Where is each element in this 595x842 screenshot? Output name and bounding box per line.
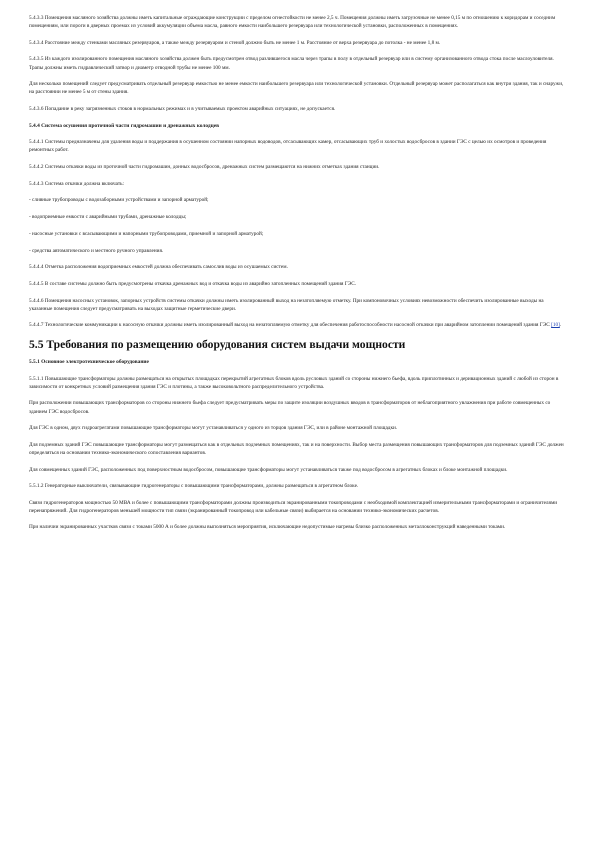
paragraph-5-5-1-1-b: При расположении повышающих трансформаторов со стороны нижнего бьефа следует предусматривать меры по защите изоляции воздушных вводов в трансформаторов от неблагоприятного увлажнения при работе совмещенных со зданием ГЭС водосбросов. [29,400,551,415]
paragraph-5-4-4-5: 5.4.4.5 В составе системы должно быть предусмотрены откачка дренажных вод и откачка воды из аварийно затопленных помещений здания ГЭС. [29,280,357,287]
section-5-4-4-paragraphs [29,138,566,188]
component-list [29,196,566,255]
list-item: - водоприемные емкости с аварийными трубами, дренажные колодцы; [29,213,187,220]
paragraph-5-5-1-1-e: Для совмещенных зданий ГЭС, расположенных под поверхностным водосбросом, повышающие трансформаторы могут устанавливаться также под водосбросом в агрегатных блоках и блоке монтажной площадки. [29,466,508,473]
paragraph-5-5-1-2-c: При наличии экранированных участков связи с токами 5000 А и более должны выполняться мероприятия, исключающие недопустимые нагревы близко расположенных металлоконструкций наведенными токами. [29,524,506,531]
list-item: - средства автоматического и местного ручного управления. [29,247,164,254]
paragraph-5-4-4-7 [29,321,566,329]
paragraph-5-4-3-6: 5.4.3.6 Попадание в реку загрязненных стоков в нормальных режимах и в учитываемых проектом аварийных ситуациях, не допускается. [29,105,336,112]
paragraph-5-4-3-5: 5.4.3.5 Из каждого изолированного помещения масляного хозяйства должен быть предусмотрен отвод разлившегося масла через трапы в полу в отдельный резервуар или в систему организованного отвода стока после маслоуловителя. Трапы должны иметь гидравлический затвор и диаметр отводной трубы не менее 100 мм. [29,56,554,71]
list-item: - насосные установки с всасывающими и напорными трубопроводами, приемной и запорной арматурой; [29,230,264,237]
paragraph-5-4-3-5-cont: Для несколько помещений следует предусматривать отдельный резервуар емкостью не менее емкости наибольшего резервуара или технологической установки. Отдельный резервуар может располагаться как внутри здания, так и снаружи, на расстоянии не менее 5 м от стены здания. [29,81,564,96]
reference-link-10[interactable]: [10] [551,322,560,329]
paragraph-5-5-1-1-c: Для ГЭС в одном, двух гидроагрегатами повышающие трансформаторы могут устанавливаться у одного из торцов здания ГЭС, или в районе монтажной площадки. [29,425,398,432]
paragraph-5-4-4-2: 5.4.4.2 Системы откачки воды из проточной части гидромашин, донных водосбросов, дренажных систем размещаются на нижних отметках здания станции. [29,163,380,170]
section-heading-5-5: 5.5 Требования по размещению оборудования систем выдачи мощности [29,337,406,351]
list-item: - сливные трубопроводы с водозаборными устройствами и запорной арматурой; [29,197,209,204]
paragraph-5-5-1-1-d: Для подземных зданий ГЭС повышающие трансформаторы могут размещаться как в отдельных подземных помещениях, так и на поверхности. Выбор места размещения повышающих трансформаторов для подземных зданий ГЭС должен определяться на основании технико-экономического сопоставления вариантов. [29,441,564,456]
paragraph-5-4-4-7-tail: . [559,322,562,329]
paragraph-5-4-3-4: 5.4.3.4 Расстояние между стенками масляных резервуаров, а также между резервуаром и стеной должно быть не менее 1 м. Расстояние от верха резервуара до потолка - не менее 1,8 м. [29,39,441,46]
subsection-heading-5-5-1: 5.5.1 Основное электротехническое оборудование [29,358,149,365]
paragraph-5-5-1-2-b: Связи гидрогенераторов мощностью 50 МВА и более с повышающими трансформаторами должны производиться экранированными токопроводами с необходимой комплектацией измерительными трансформаторами и ограничителями перенапряжений. Для гидрогенераторов меньшей мощности тип связи (экранированный токопровод или кабельные связи) выбирается на основании технико-экономических расчетов. [29,499,558,514]
paragraph-5-5-1-1: 5.5.1.1 Повышающие трансформаторы должны размещаться на открытых площадках перекрытий агрегатных блоков вдоль русловых зданий со стороны нижнего бьефа, вдоль приплотинных и деривационных зданий с любой из сторон в зависимости от конкретных условий размещения здания ГЭС и плотины, а также высоковольтного распределительного устройства. [29,375,559,390]
paragraph-5-4-3-3: 5.4.3.3 Помещения масляного хозяйства должны иметь капитальные ограждающие конструкции с пределом огнестойкости не менее 2,5 ч. Помещения должны иметь загрузочные не менее 0,15 м по отношению к коридорам и соседним помещениям, или пороги в дверных проемах из условий аккумуляции объема масла, равного емкости наибольшего резервуара или технологической установки, расположенных в помещениях. [29,15,556,30]
paragraph-5-4-4-6: 5.4.4.6 Помещения насосных установок, запорных устройств системы откачки должны иметь изолированный выход на незатопляемую отметку. При компоновочных условиях невозможности обеспечить изолированные выходы на указанные помещения следует предусматривать на выходах защитные герметические двери. [29,297,544,312]
subsection-heading-5-4-4: 5.4.4 Система осушения проточной части гидромашин и дренажных колодцев [29,122,220,129]
top-paragraphs [29,14,566,113]
after-list-paragraphs [29,263,566,329]
paragraph-5-4-4-1: 5.4.4.1 Системы предназначены для удаления воды и поддержания в осушенном состоянии напорных водоводов, отсасывающих камер, отсасывающих труб и холостых водосбросов в здании ГЭС с целью их осмотров и проведения ремонтных работ. [29,139,547,154]
paragraph-5-4-4-4: 5.4.4.4 Отметка расположения водоприемных емкостей должна обеспечивать самослив воды из осушаемых систем. [29,264,288,271]
paragraph-5-4-4-7-text: 5.4.4.7 Технологические коммуникации к насосную откачки должны иметь изолированный выход на незатопляемую отметку для обеспечения работоспособности насосной откачки при аварийном затоплении помещений здания ГЭС [29,322,550,329]
paragraph-5-5-1-2: 5.5.1.2 Генераторные выключатели, связывающие гидрогенераторы с повышающими трансформаторами, должны размещаться в агрегатном блоке. [29,483,359,490]
paragraph-5-4-4-3: 5.4.4.3 Система откачки должна включать: [29,180,124,187]
section-5-5-1-paragraphs [29,375,566,532]
